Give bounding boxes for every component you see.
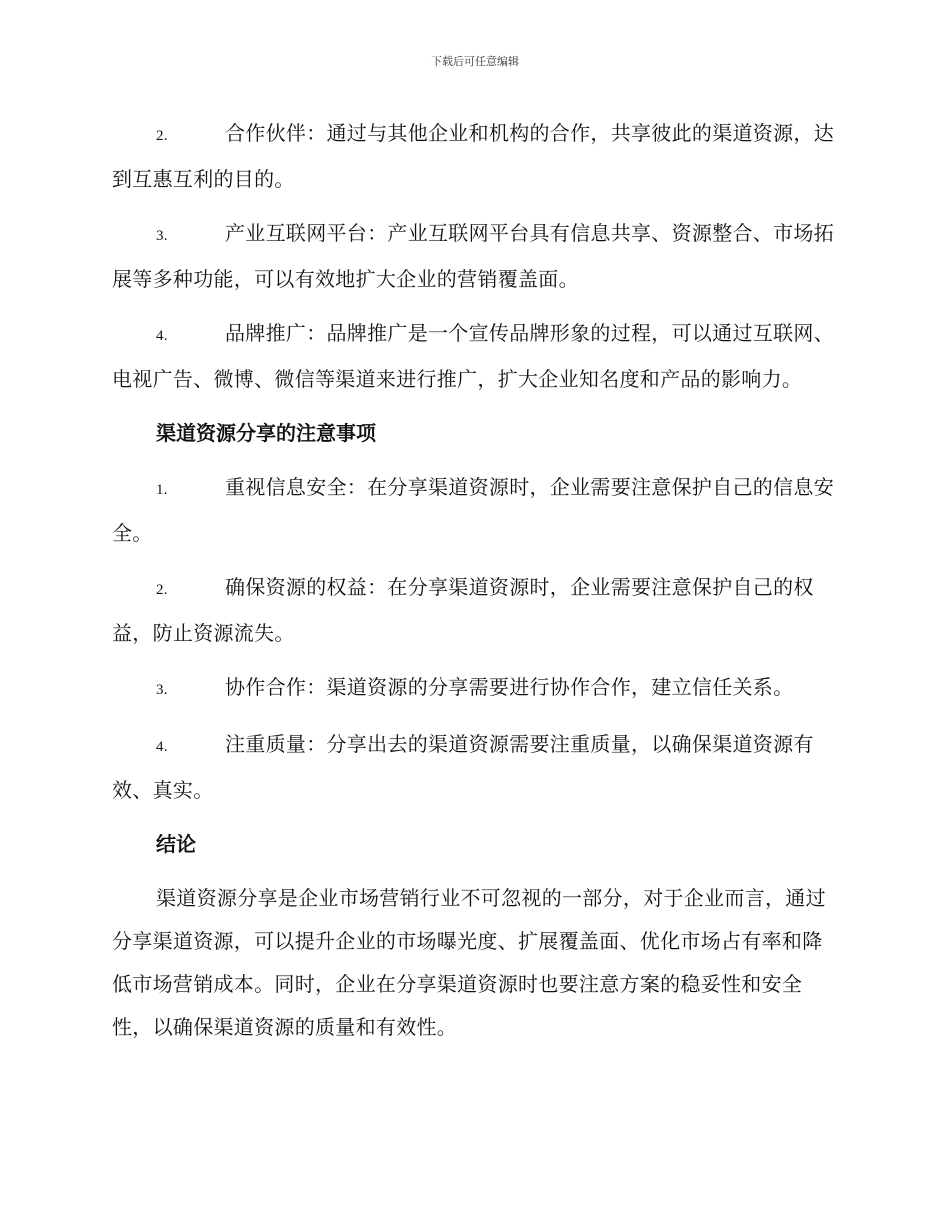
conclusion-paragraph: 渠道资源分享是企业市场营销行业不可忽视的一部分，对于企业而言，通过分享渠道资源，可以提升企业的市场曝光度、扩展覆盖面、优化市场占有率和降低市场营销成本。同时，企业在分享渠道资源时也要注意方案的稳妥性和安全性，以确保渠道资源的质量和有效性。 [112,886,826,1039]
section-heading-conclusion: 结论 [156,832,196,856]
list-item-number: 4. [156,739,168,755]
section-heading-precautions: 渠道资源分享的注意事项 [156,421,376,445]
list-item-text: 注重质量：分享出去的渠道资源需要注重质量，以确保渠道资源有效、真实。 [112,732,814,802]
list-item [112,666,834,712]
list-item-number: 1. [156,482,168,498]
header-note: 下载后可任意编辑 [431,55,519,68]
list-item-number: 2. [156,128,168,144]
list-item-number: 4. [156,328,168,344]
list-item [112,466,834,555]
document-content [112,112,834,1049]
list-item [112,312,834,401]
list-item-text: 合作伙伴：通过与其他企业和机构的合作，共享彼此的渠道资源，达到互惠互利的目的。 [112,121,834,191]
list-item-text: 确保资源的权益：在分享渠道资源时，企业需要注意保护自己的权益，防止资源流失。 [112,575,814,645]
list-item-number: 3. [156,682,168,698]
list-item-text: 重视信息安全：在分享渠道资源时，企业需要注意保护自己的信息安全。 [112,475,834,545]
list-item-number: 2. [156,582,168,598]
list-item-number: 3. [156,228,168,244]
list-item-text: 品牌推广：品牌推广是一个宣传品牌形象的过程，可以通过互联网、电视广告、微博、微信等渠道来进行推广，扩大企业知名度和产品的影响力。 [112,321,834,391]
list-item-text: 产业互联网平台：产业互联网平台具有信息共享、资源整合、市场拓展等多种功能，可以有效地扩大企业的营销覆盖面。 [112,221,834,291]
list-item [112,112,834,201]
list-item-text: 协作合作：渠道资源的分享需要进行协作合作，建立信任关系。 [225,675,794,699]
list-item [112,566,834,655]
list-item [112,723,834,812]
list-item [112,212,834,301]
